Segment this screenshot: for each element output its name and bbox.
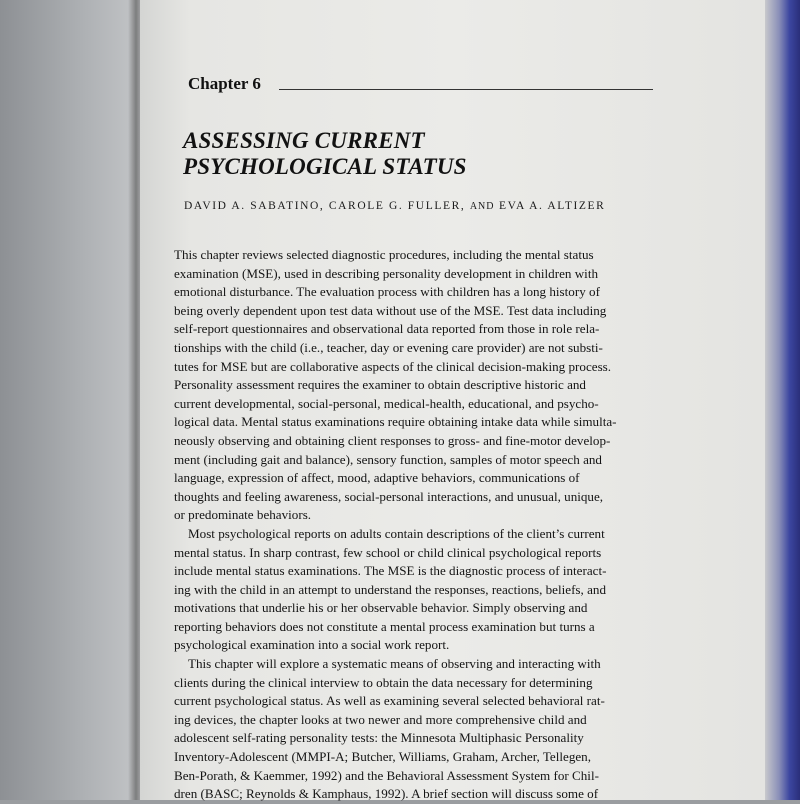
- text-line: examination (MSE), used in describing personality development in children with: [174, 265, 598, 281]
- text-line: language, expression of affect, mood, adaptive behaviors, communications of: [174, 470, 580, 486]
- text-line: ing with the child in an attempt to understand the responses, reactions, beliefs, and: [174, 581, 606, 597]
- text-line: adolescent self-rating personality tests: the Minnesota Multiphasic Personality: [174, 730, 584, 746]
- text-line: ment (including gait and balance), sensory function, samples of motor speech and: [174, 451, 602, 467]
- text-line: neously observing and obtaining client responses to gross- and fine-motor develop-: [174, 432, 611, 448]
- authors-part-2: EVA A. ALTIZER: [498, 200, 606, 212]
- chapter-body: [174, 246, 674, 804]
- text-line: ing devices, the chapter looks at two newer and more comprehensive child and: [174, 711, 587, 727]
- text-line: emotional disturbance. The evaluation process with children has a long history of: [174, 284, 600, 300]
- text-line: self-report questionnaires and observational data reported from those in role rela-: [174, 321, 600, 337]
- authors-part-1: DAVID A. SABATINO, CAROLE G. FULLER,: [184, 200, 466, 212]
- text-line: reporting behaviors does not constitute a mental process examination but turns a: [174, 618, 595, 634]
- authors-and: AND: [469, 201, 495, 212]
- text-line: being overly dependent upon test data without use of the MSE. Test data including: [174, 302, 607, 318]
- text-line: thoughts and feeling awareness, social-personal interactions, and unusual, unique,: [174, 488, 604, 504]
- body-paragraph: [174, 246, 674, 525]
- text-line: logical data. Mental status examinations require obtaining intake data while simulta-: [174, 414, 617, 430]
- text-line: Most psychological reports on adults contain descriptions of the client’s current: [188, 525, 605, 541]
- facing-page: [0, 0, 140, 800]
- book-cover-edge: [765, 0, 800, 800]
- text-line: This chapter will explore a systematic means of observing and interacting with: [188, 656, 601, 672]
- chapter-title: [183, 128, 603, 180]
- text-line: psychological examination into a social work report.: [174, 637, 450, 653]
- body-paragraph: [174, 525, 674, 655]
- body-paragraph: [174, 655, 674, 804]
- chapter-label: Chapter 6: [188, 74, 261, 93]
- text-line: or predominate behaviors.: [174, 507, 312, 523]
- text-line: tionships with the child (i.e., teacher, day or evening care provider) are not substi-: [174, 339, 603, 355]
- chapter-title-line-1: ASSESSING CURRENT: [183, 128, 425, 153]
- chapter-heading: [188, 72, 653, 94]
- author-line: [184, 200, 684, 212]
- text-line: current psychological status. As well as examining several selected behavioral rat-: [174, 693, 605, 709]
- text-line: motivations that underlie his or her observable behavior. Simply observing and: [174, 600, 588, 616]
- text-line: Personality assessment requires the examiner to obtain descriptive historic and: [174, 377, 586, 393]
- text-line: clients during the clinical interview to obtain the data necessary for determining: [174, 674, 593, 690]
- text-line: Inventory-Adolescent (MMPI-A; Butcher, Williams, Graham, Archer, Tellegen,: [174, 749, 592, 765]
- text-line: Ben-Porath, & Kaemmer, 1992) and the Behavioral Assessment System for Chil-: [174, 767, 599, 783]
- text-line: include mental status examinations. The MSE is the diagnostic process of interact-: [174, 563, 607, 579]
- text-line: This chapter reviews selected diagnostic procedures, including the mental status: [174, 247, 594, 262]
- chapter-title-line-2: PSYCHOLOGICAL STATUS: [183, 154, 467, 179]
- text-line: mental status. In sharp contrast, few school or child clinical psychological reports: [174, 544, 602, 560]
- chapter-rule: [279, 89, 653, 90]
- text-line: tutes for MSE but are collaborative aspects of the clinical decision-making process.: [174, 358, 612, 374]
- text-line: current developmental, social-personal, medical-health, educational, and psycho-: [174, 395, 599, 411]
- text-line: dren (BASC; Reynolds & Kamphaus, 1992). A brief section will discuss some of: [174, 786, 599, 802]
